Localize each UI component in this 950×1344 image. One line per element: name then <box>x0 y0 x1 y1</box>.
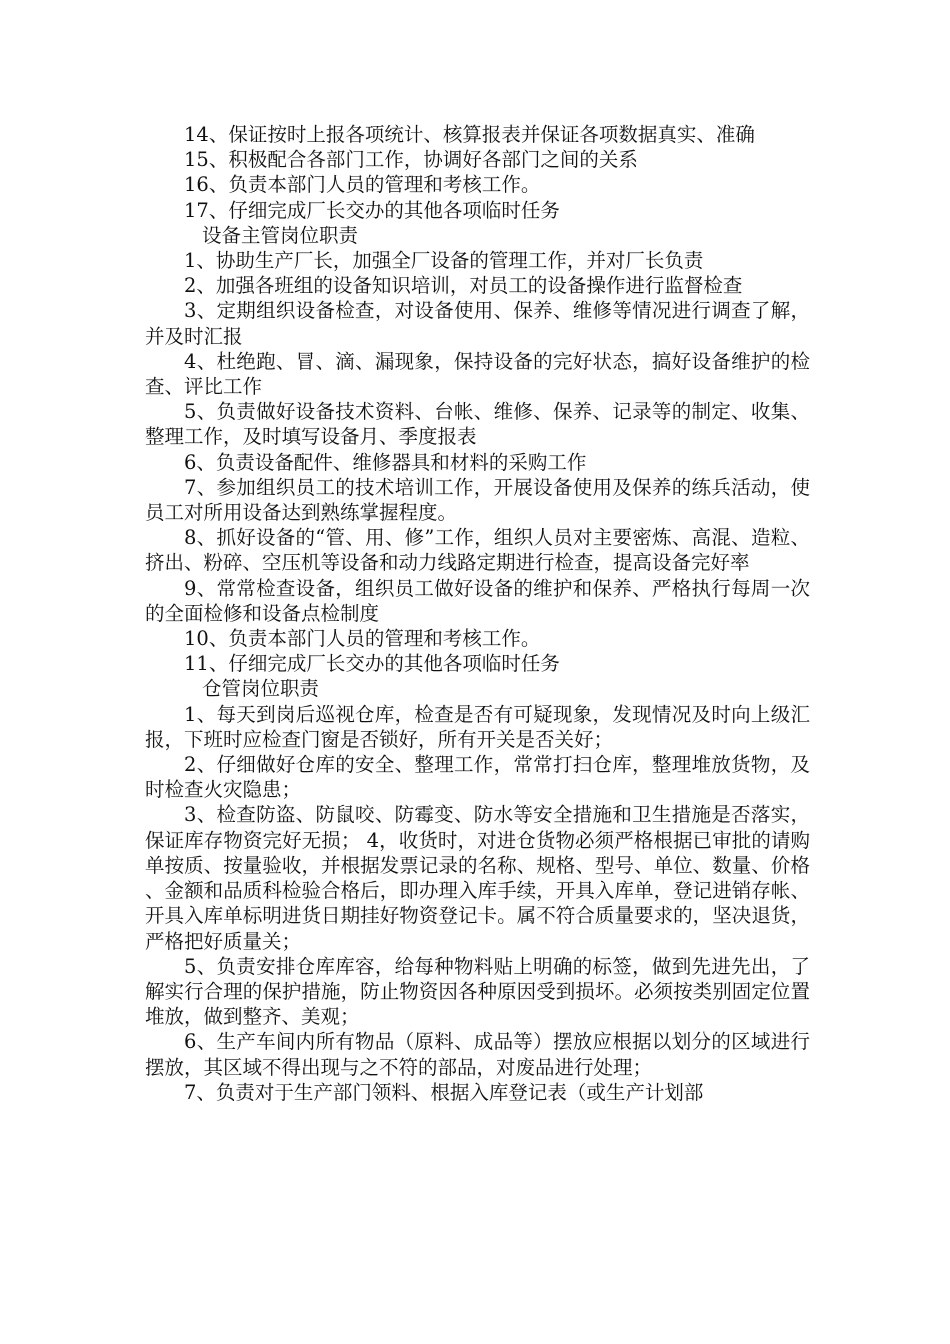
document-page <box>145 122 810 1105</box>
paragraph-14: 14、保证按时上报各项统计、核算报表并保证各项数据真实、准确 <box>184 123 755 146</box>
equipment-item-5: 5、负责做好设备技术资料、台帐、维修、保养、记录等的制定、收集、整理工作，及时填写设备月、季度报表 <box>145 400 810 449</box>
section-heading-equipment-manager: 设备主管岗位职责 <box>202 223 359 247</box>
equipment-item-6: 6、负责设备配件、维修器具和材料的采购工作 <box>184 450 587 474</box>
section-heading-warehouse: 仓管岗位职责 <box>202 677 320 701</box>
warehouse-item-3-4: 3、检查防盗、防鼠咬、防霉变、防水等安全措施和卫生措施是否落实，保证库存物资完好无损； 4，收货时，对进仓货物必须严格根据已审批的请购单按质、按量验收，并根据发票记录的名称、规格、型号、单位、数量、价格、金额和品质科检验合格后，即办理入库手续，开具入库单，登记进销存帐、开具入库单标明进货日期挂好物资登记卡。属不符合质量要求的，坚决退货，严格把好质量关； <box>145 803 810 953</box>
equipment-item-2: 2、加强各班组的设备知识培训，对员工的设备操作进行监督检查 <box>184 274 743 298</box>
warehouse-item-5: 5、负责安排仓库库容，给每种物料贴上明确的标签，做到先进先出，了解实行合理的保护措施，防止物资因各种原因受到损坏。必须按类别固定位置堆放，做到整齐、美观； <box>145 954 810 1029</box>
paragraph-17: 17、仔细完成厂长交办的其他各项临时任务 <box>184 198 560 222</box>
equipment-item-11: 11、仔细完成厂长交办的其他各项临时任务 <box>184 652 560 676</box>
equipment-item-1: 1、协助生产厂长，加强全厂设备的管理工作，并对厂长负责 <box>184 249 704 273</box>
equipment-item-10: 10、负责本部门人员的管理和考核工作。 <box>184 627 541 651</box>
warehouse-item-1: 1、每天到岗后巡视仓库，检查是否有可疑现象，发现情况及时向上级汇报，下班时应检查门窗是否锁好，所有开关是否关好； <box>145 702 810 751</box>
warehouse-item-6: 6、生产车间内所有物品（原料、成品等）摆放应根据以划分的区域进行摆放，其区域不得出现与之不符的部品，对废品进行处理； <box>145 1030 810 1079</box>
paragraph-16: 16、负责本部门人员的管理和考核工作。 <box>184 173 541 197</box>
warehouse-item-7: 7、负责对于生产部门领料、根据入库登记表（或生产计划部 <box>184 1080 704 1104</box>
equipment-item-8: 8、抓好设备的“管、用、修”工作，组织人员对主要密炼、高混、造粒、挤出、粉碎、空压机等设备和动力线路定期进行检查，提高设备完好率 <box>145 526 810 575</box>
equipment-item-3: 3、定期组织设备检查，对设备使用、保养、维修等情况进行调查了解，并及时汇报 <box>145 299 810 348</box>
warehouse-item-2: 2、仔细做好仓库的安全、整理工作，常常打扫仓库，整理堆放货物，及时检查火灾隐患； <box>145 753 810 802</box>
equipment-item-7: 7、参加组织员工的技术培训工作，开展设备使用及保养的练兵活动，使员工对所用设备达到熟练掌握程度。 <box>145 475 810 525</box>
equipment-item-4: 4、杜绝跑、冒、滴、漏现象，保持设备的完好状态，搞好设备维护的检查、评比工作 <box>145 349 810 399</box>
equipment-item-9: 9、常常检查设备，组织员工做好设备的维护和保养、严格执行每周一次的全面检修和设备点检制度 <box>145 576 810 625</box>
paragraph-15: 15、积极配合各部门工作，协调好各部门之间的关系 <box>184 148 638 172</box>
